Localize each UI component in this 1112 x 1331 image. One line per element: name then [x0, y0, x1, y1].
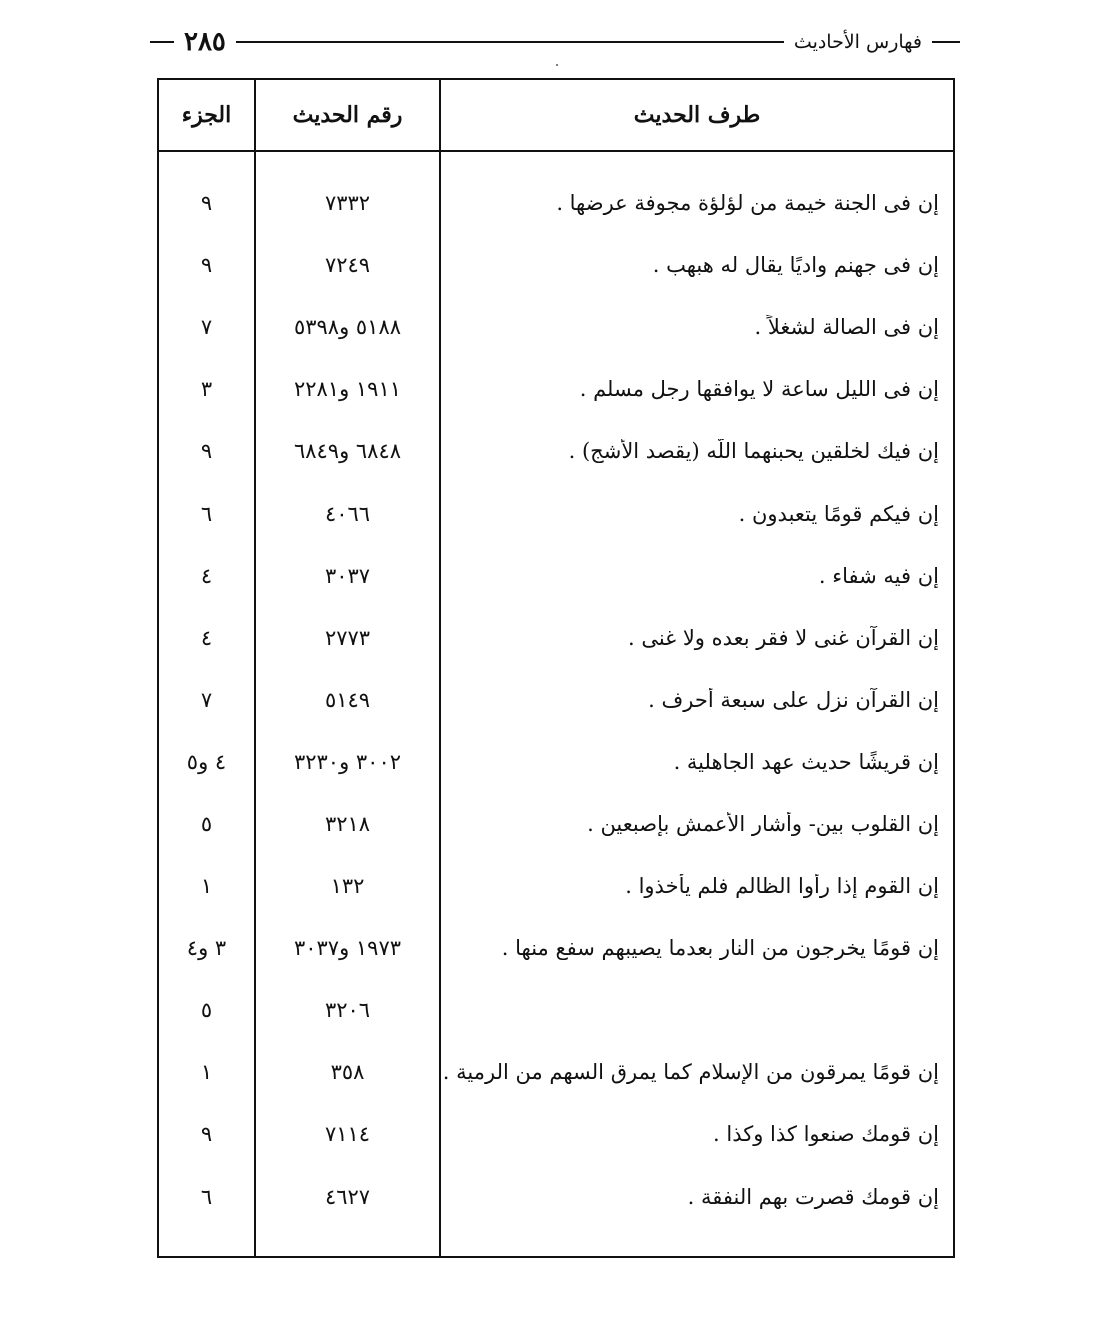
page-number: ٢٨٥	[184, 27, 226, 57]
hadith-number: ٥١٨٨ و٥٣٩٨	[293, 315, 402, 340]
hadith-text: إن فيه شفاء .	[818, 563, 939, 588]
table-row	[159, 855, 953, 917]
volume-number: ٥	[200, 998, 213, 1023]
volume-number: ٩	[200, 1122, 213, 1147]
table-body	[159, 172, 953, 1228]
volume-number: ٥	[200, 811, 213, 836]
table-row	[159, 669, 953, 731]
volume-number: ١	[200, 874, 213, 899]
hadith-number: ١٩١١ و٢٢٨١	[293, 377, 402, 402]
table-row	[159, 607, 953, 669]
volume-number: ٦	[200, 1184, 213, 1209]
table-row	[159, 979, 953, 1041]
hadith-text: إن فى الجنة خيمة من لؤلؤة مجوفة عرضها .	[556, 191, 939, 216]
hadith-number: ٧٢٤٩	[324, 253, 371, 278]
table-row	[159, 1041, 953, 1103]
hadith-text: إن فى جهنم واديًا يقال له هبهب .	[652, 253, 939, 278]
header-volume: الجزء	[181, 102, 232, 128]
table-row	[159, 358, 953, 420]
volume-number: ٦	[200, 501, 213, 526]
volume-number: ٧	[200, 687, 213, 712]
center-dot	[556, 64, 558, 66]
hadith-number: ٣٠٠٢ و٣٢٣٠	[293, 749, 402, 774]
hadith-index-table	[157, 78, 955, 1258]
hadith-number: ١٣٢	[330, 874, 365, 899]
hadith-number: ٣٥٨	[330, 1060, 365, 1085]
hadith-number: ٣٢١٨	[324, 811, 371, 836]
volume-number: ٩	[200, 439, 213, 464]
running-header	[150, 22, 960, 62]
hadith-number: ٢٧٧٣	[324, 625, 371, 650]
hadith-number: ٤٠٦٦	[324, 501, 371, 526]
hadith-text: إن فى الصالة لشغلاً .	[754, 315, 939, 340]
header-rule-start	[932, 41, 960, 43]
table-row	[159, 296, 953, 358]
volume-number: ٣ و٤	[186, 936, 227, 961]
hadith-number: ٥١٤٩	[324, 687, 371, 712]
hadith-number: ٣٢٠٦	[324, 998, 371, 1023]
table-row	[159, 793, 953, 855]
table-row	[159, 482, 953, 544]
hadith-number: ٧١١٤	[324, 1122, 371, 1147]
hadith-text: إن القلوب بين- وأشار الأعمش بإصبعين .	[587, 811, 939, 836]
volume-number: ١	[200, 1060, 213, 1085]
table-header-row	[159, 80, 953, 152]
header-rule-middle	[236, 41, 784, 43]
hadith-number: ١٩٧٣ و٣٠٣٧	[293, 936, 402, 961]
table-row	[159, 917, 953, 979]
hadith-text: إن قومك صنعوا كذا وكذا .	[713, 1122, 939, 1147]
table-row	[159, 234, 953, 296]
hadith-text: إن قومًا يمرقون من الإسلام كما يمرق السهم من الرمية .	[442, 1060, 939, 1085]
header-rule-end	[150, 41, 174, 43]
volume-number: ٣	[200, 377, 213, 402]
table-row	[159, 1166, 953, 1228]
hadith-number: ٣٠٣٧	[324, 563, 371, 588]
hadith-text: إن فى الليل ساعة لا يوافقها رجل مسلم .	[579, 377, 939, 402]
volume-number: ٤	[200, 563, 213, 588]
volume-number: ٩	[200, 191, 213, 216]
hadith-text: إن قومًا يخرجون من النار بعدما يصيبهم سفع منها .	[501, 936, 939, 961]
table-row	[159, 545, 953, 607]
hadith-text: إن القرآن غنى لا فقر بعده ولا غنى .	[627, 625, 939, 650]
header-hadith-text: طرف الحديث	[633, 102, 761, 128]
table-row	[159, 420, 953, 482]
hadith-number: ٤٦٢٧	[324, 1184, 371, 1209]
hadith-number: ٦٨٤٨ و٦٨٤٩	[293, 439, 402, 464]
table-row	[159, 1103, 953, 1165]
table-row	[159, 731, 953, 793]
volume-number: ٧	[200, 315, 213, 340]
hadith-text: إن فيكم قومًا يتعبدون .	[738, 501, 939, 526]
hadith-number: ٧٣٣٢	[324, 191, 371, 216]
hadith-text: إن قومك قصرت بهم النفقة .	[687, 1184, 939, 1209]
running-title: فهارس الأحاديث	[793, 31, 922, 53]
table-row	[159, 172, 953, 234]
hadith-text: إن القوم إذا رأوا الظالم فلم يأخذوا .	[625, 874, 939, 899]
header-hadith-number: رقم الحديث	[292, 102, 403, 128]
volume-number: ٩	[200, 253, 213, 278]
volume-number: ٤ و٥	[186, 749, 227, 774]
hadith-text: إن القرآن نزل على سبعة أحرف .	[648, 687, 939, 712]
volume-number: ٤	[200, 625, 213, 650]
hadith-text: إن قريشًا حديث عهد الجاهلية .	[673, 749, 939, 774]
hadith-text: إن فيك لخلقين يحبنهما اللَّه (يقصد الأشج) .	[568, 439, 939, 464]
